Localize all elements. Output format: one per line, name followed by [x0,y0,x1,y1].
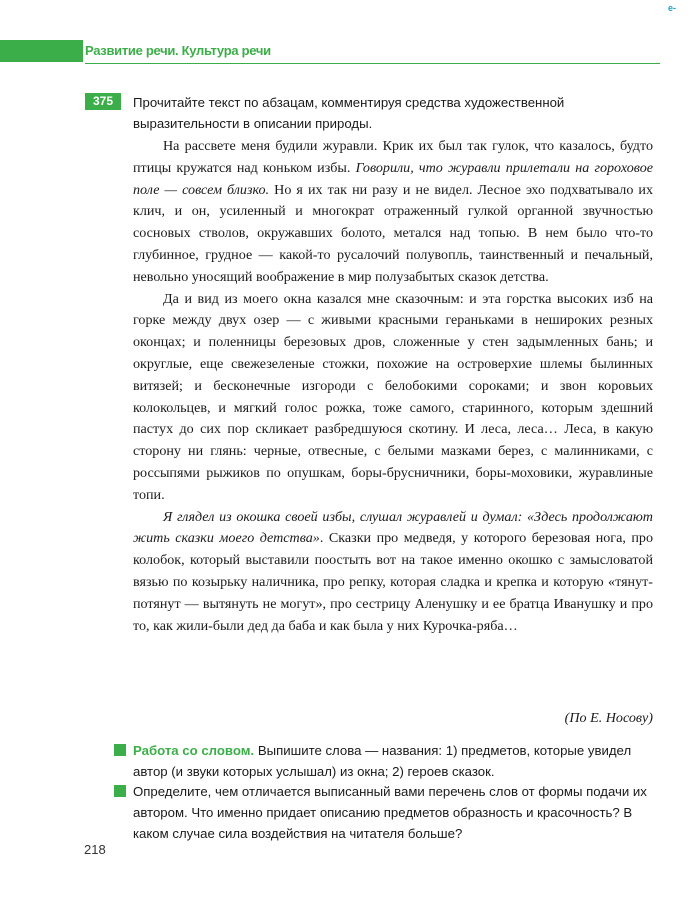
header-bar [0,40,83,62]
question-marker [114,744,126,756]
question-marker [114,785,126,797]
story-paragraph: Я глядел из окошка своей избы, слушал журавлей и думал: «Здесь продолжают жить сказки моего детства». Сказки про медведя, у которого березовая нога, про колобок, который выставили поостыть вот на такое именно окошко с замысловатой вязью по козырьку наличника, про репку, которая сладка и крепка и которую «тянут-потянут — вытянуть не могут», про сестрицу Аленушку и ее братца Иванушку и про то, как жили-были дед да баба и как была у них Курочка-ряба… [133,508,653,634]
question-2: Определите, чем отличается выписанный вами перечень слов от формы подачи их автором. Что именно придает описанию предметов образность и красочность? В каком случае сила воздействия на читателя больше? [133,784,647,841]
header-divider [85,63,660,64]
section-title: Развитие речи. Культура речи [85,43,271,58]
page-number: 218 [84,842,106,857]
story-source: (По Е. Носову) [564,710,653,726]
exercise-instruction: Прочитайте текст по абзацам, комментируя средства художественной выразительности в описании природы. [133,95,565,131]
story-paragraph: Да и вид из моего окна казался мне сказочным: и эта горстка высоких изб на горке между двух озер — с живыми красными гераньками в нешироких резных оконцах; и поленницы березовых дров, сложенные у стен задымленных бань; и округлые, еще свежезеленые стожки, похожие на островерхие шлемы былинных витязей; и бесконечные изгороди с белобокими сороками; и звон коровьих колокольцев, и мягкий голос рожка, тоже самого, старинного, которым здешний пастух до сих пор скликает разбредшуюся скотину. И леса, леса… Леса, в какую сторону ни глянь: черные, отвесные, с белыми мазками берез, с малинниками, с россыпями рыжиков по опушкам, боры-брусничники, боры-моховики, журавлиные топи. [133,290,653,503]
publisher-logo: e- [668,3,677,13]
story-text [133,136,653,637]
exercise-number: 375 [85,93,121,110]
question-1: Работа со словом. Выпишите слова — названия: 1) предметов, которые увидел автор (и звуки которых услышал) из окна; 2) героев сказок. [133,743,632,779]
question-label: Работа со словом. [133,743,255,758]
story-paragraph: На рассвете меня будили журавли. Крик их был так гулок, что казалось, будто птицы кружатся над коньком избы. Говорили, что журавли прилетали на гороховое поле — совсем близко. Но я их так ни разу и не видел. Лесное эхо подхватывало их клич, и он, усиленный и многократ отраженный гулкой органной звучностью сосновых стволов, окружавших болото, метался над топью. В нем было что-то глубинное, грудное — какой-то русалочий полувопль, таинственный и печальный, невольно уносящий воображение в мир полузабытых сказок детства. [133,138,653,285]
